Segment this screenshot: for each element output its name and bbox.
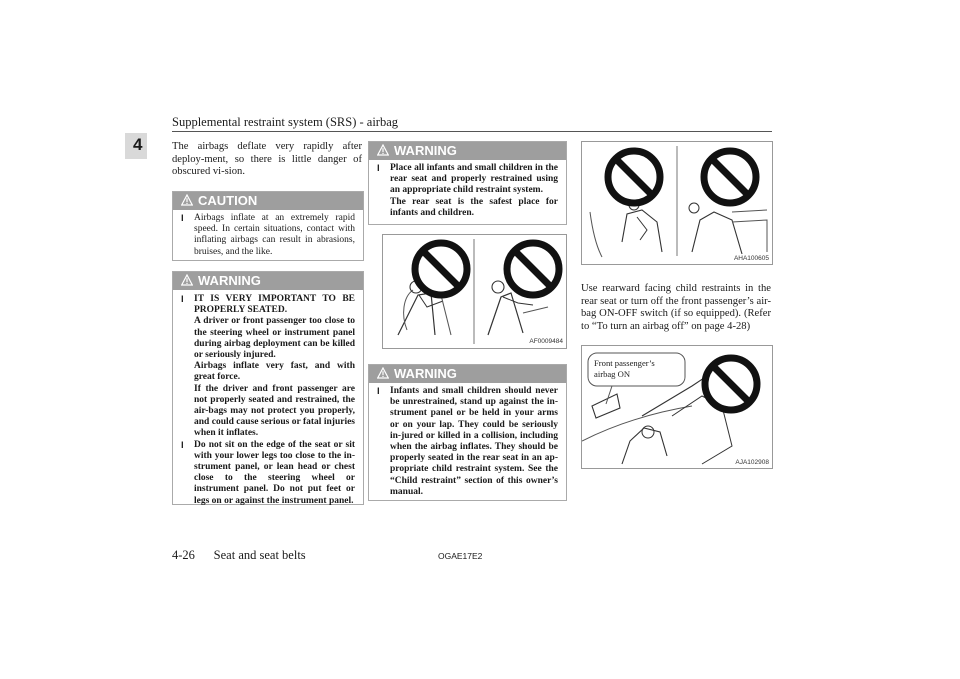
prohibition-icon <box>704 151 756 203</box>
warning-label: WARNING <box>394 366 457 381</box>
warning-triangle-icon <box>181 194 193 206</box>
page-number: 4-26 <box>172 548 195 562</box>
prohibition-icon <box>507 243 559 295</box>
warning-label: WARNING <box>394 143 457 158</box>
intro-paragraph: The airbags deflate very rapidly after deploy-ment, so there is little danger of obscured vi-sion. <box>172 141 362 178</box>
seating-illustration <box>383 235 566 348</box>
prohibition-icon <box>415 243 467 295</box>
warning-box-unrestrained <box>368 364 567 501</box>
warning-box-children-rear <box>368 141 567 225</box>
figure-code: AF0009484 <box>529 338 563 345</box>
document-code: OGAE17E2 <box>438 551 483 561</box>
caution-header <box>173 192 363 210</box>
figure-code: AHA100605 <box>733 255 769 262</box>
warning-label: WARNING <box>198 273 261 288</box>
prohibition-icon <box>705 358 757 410</box>
body-paragraph: Use rearward facing child restraints in the rear seat or turn off the front passenger’s air-bag ON-OFF switch (if so equipped). (Refer to “To turn an airbag off” on page 4-28) <box>581 283 771 332</box>
figure-code: AJA102908 <box>735 459 769 466</box>
figure-rearward-child-seat <box>581 345 773 469</box>
warning-triangle-icon <box>377 144 389 156</box>
callout-text: Front passenger’s airbag ON <box>594 358 655 379</box>
warning-item: l Infants and small children should never be unrestrained, stand up against the in-strument panel or be held in your arms or on your lap. They could be seriously in-jured or killed in a collision, including when the airbag inflates. They should be properly seated in the rear seat in an ap-propriate child restraint system. See the “Child restraint” section of this owner’s manual. <box>377 386 558 498</box>
caution-label: CAUTION <box>198 193 258 208</box>
warning-header <box>173 272 363 290</box>
chapter-number: 4 <box>133 135 143 154</box>
warning-item: l Do not sit on the edge of the seat or sit with your lower legs too close to the in-strument panel, or lean head or chest close to the steering wheel or instrument panel. Do not put feet or legs on or against the instrument panel. <box>181 440 355 507</box>
warning-item: l IT IS VERY IMPORTANT TO BE PROPERLY SEATED. A driver or front passenger too close to the steering wheel or instrument panel during airbag deployment can be killed or seriously injured. Airbags inflate very fast, and with great force. If the driver and front passenger are not properly seated and restrained, the air-bags may not protect you properly, and could cause serious or fatal injuries when it inflates. <box>181 294 355 440</box>
caution-box <box>172 191 364 261</box>
warning-triangle-icon <box>181 274 193 286</box>
figure-improper-seating <box>382 234 567 349</box>
warning-triangle-icon <box>377 367 389 379</box>
warning-header <box>369 142 566 160</box>
figure-children-front-seat <box>581 141 773 265</box>
section-name: Seat and seat belts <box>213 548 306 562</box>
page-header-title: Supplemental restraint system (SRS) - airbag <box>172 115 399 129</box>
warning-item: l Place all infants and small children in the rear seat and properly restrained using an appropriate child restraint system. The rear seat is the safest place for infants and children. <box>377 163 558 219</box>
children-illustration <box>582 142 772 264</box>
warning-header <box>369 365 566 383</box>
page-footer <box>172 548 306 563</box>
header-rule <box>172 131 772 132</box>
prohibition-icon <box>608 151 660 203</box>
caution-item: l Airbags inflate at an extremely rapid speed. In certain situations, contact with inflating airbags can result in abrasions, bruises, and the like. <box>181 213 355 258</box>
warning-box-seating <box>172 271 364 505</box>
